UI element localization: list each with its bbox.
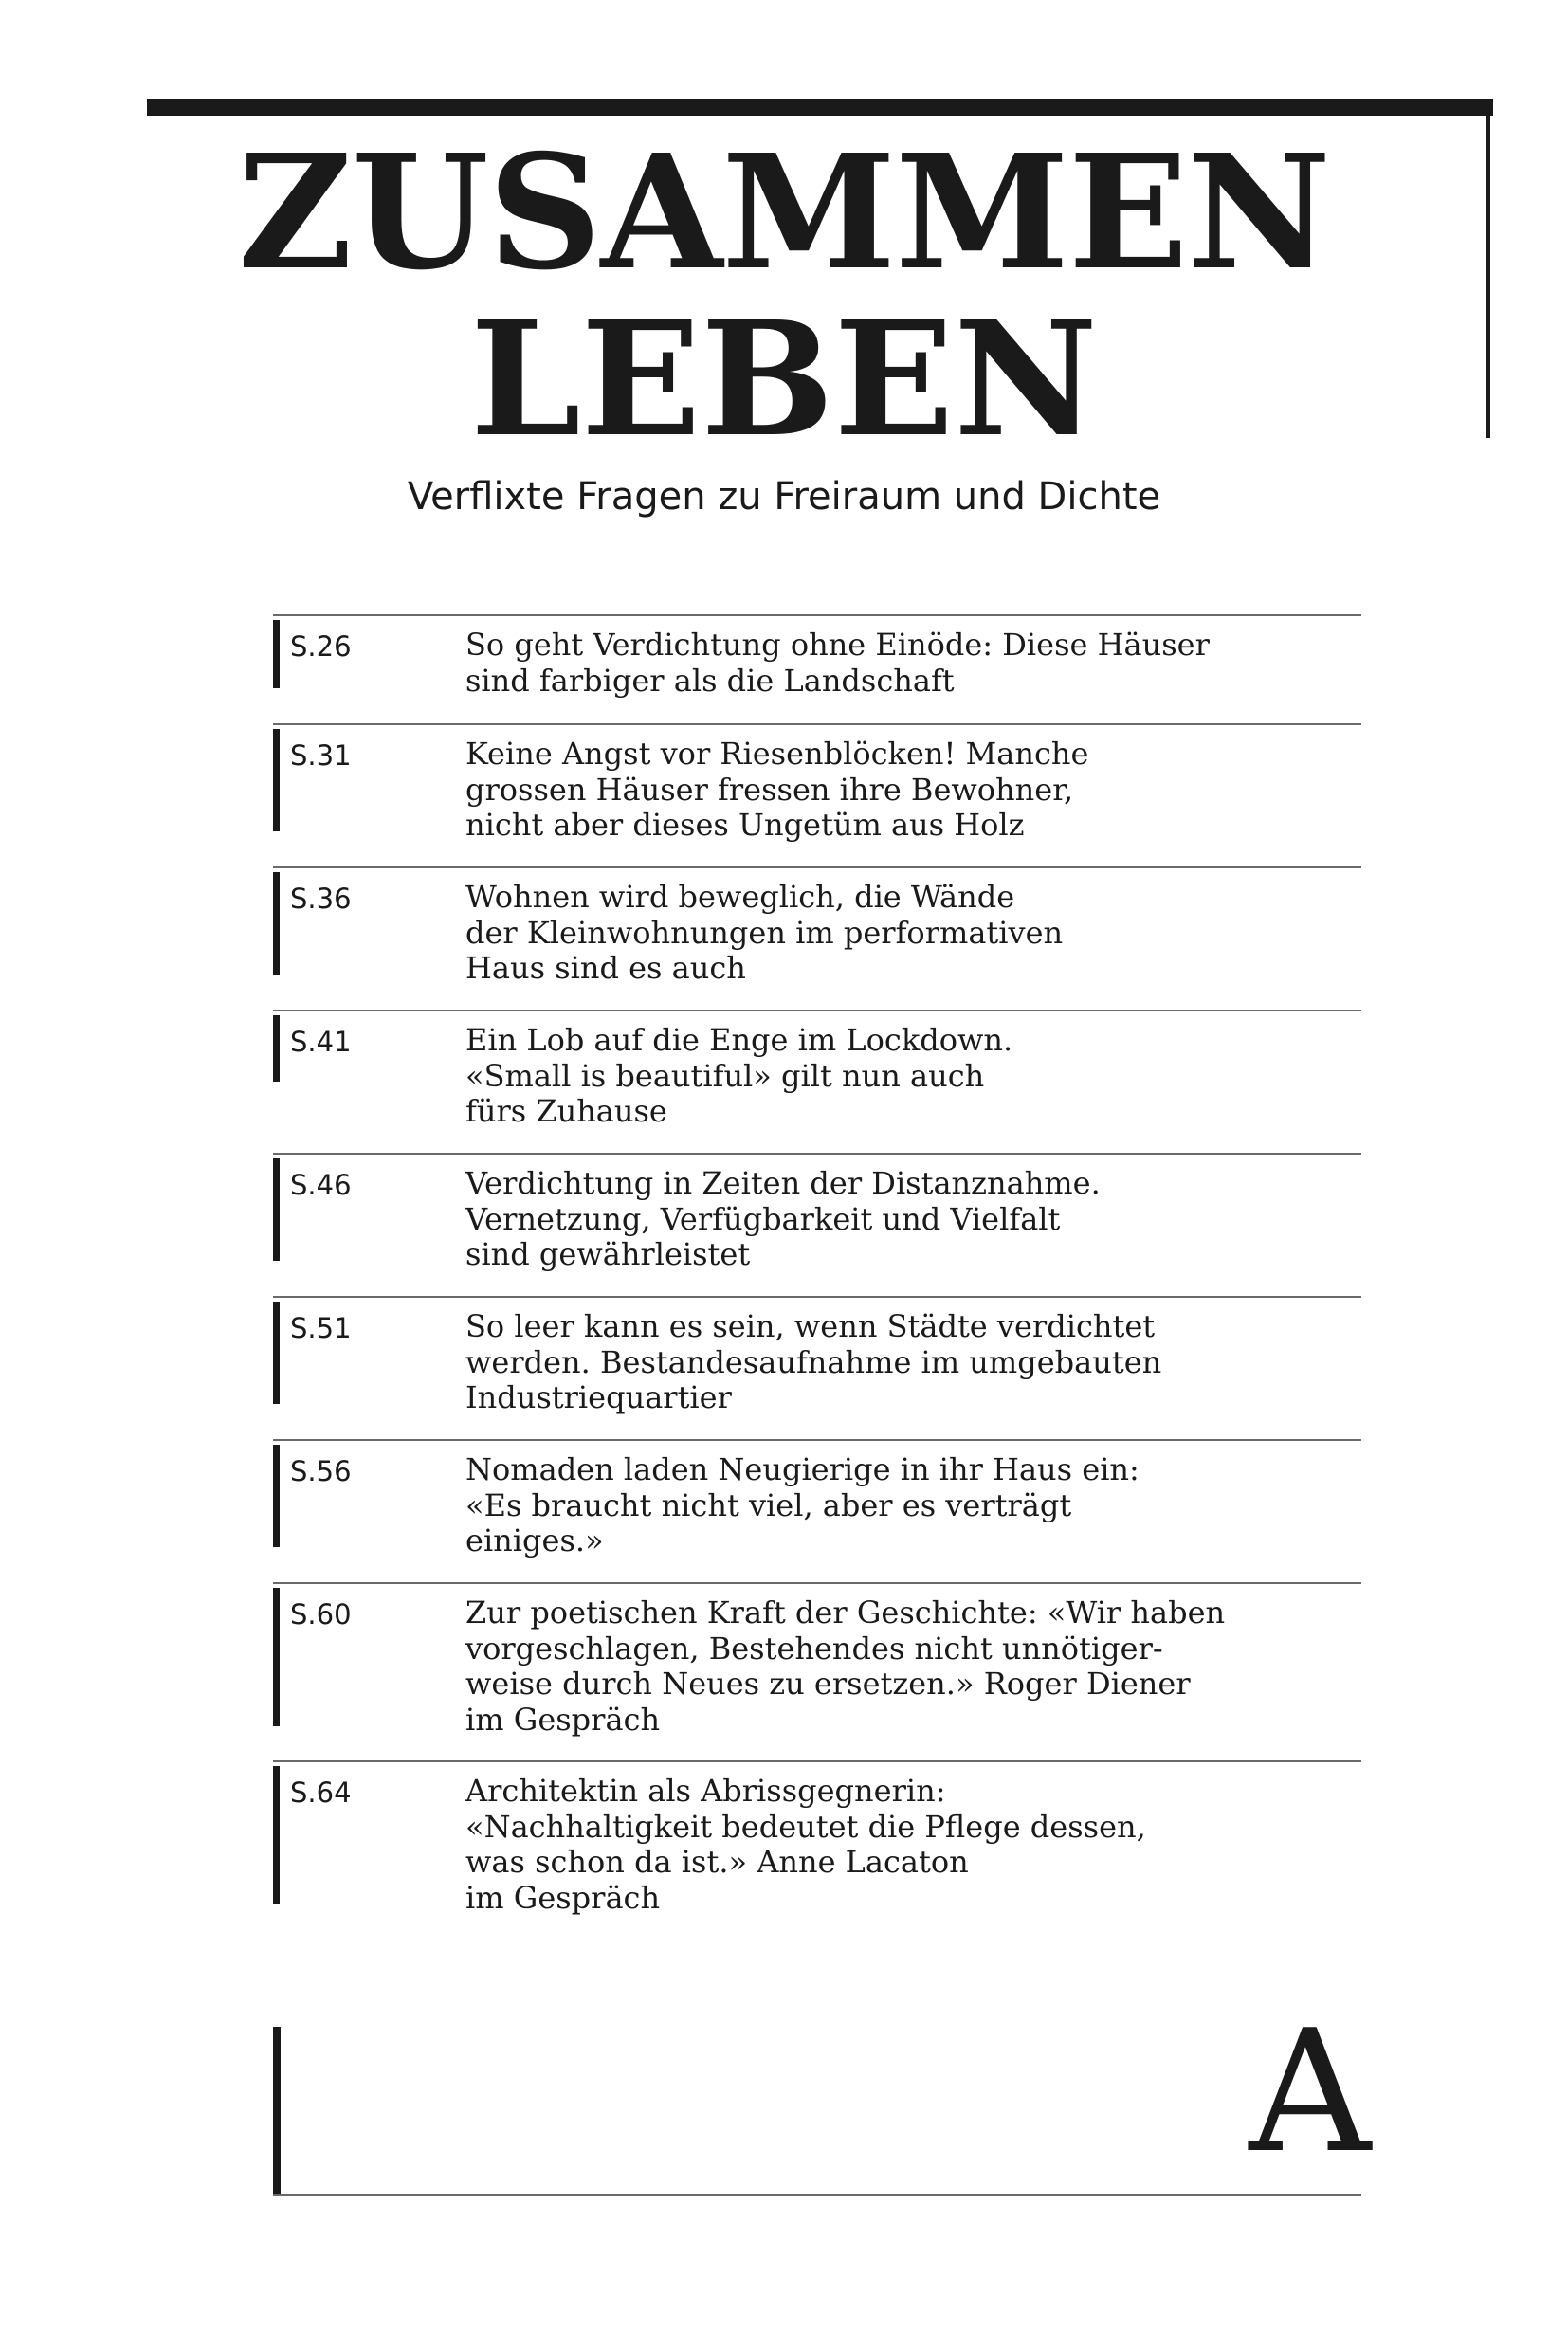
toc-entry[interactable]	[273, 1760, 1361, 1920]
toc-page-number: S.41	[290, 1026, 352, 1058]
toc-title: Verdichtung in Zeiten der Distanznahme. Vernetzung, Verfügbarkeit und Vielfalt sind gewährleistet	[465, 1165, 1101, 1272]
toc-page-number: S.56	[290, 1455, 352, 1487]
toc-title: Nomaden laden Neugierige in ihr Haus ein: «Es braucht nicht viel, aber es verträgt einiges.»	[465, 1451, 1140, 1558]
toc-page-number: S.46	[290, 1169, 352, 1201]
toc-page-number: S.31	[290, 739, 352, 772]
toc-page-number: S.26	[290, 630, 352, 663]
toc-page-number: S.36	[290, 883, 352, 915]
toc-page-number: S.60	[290, 1598, 352, 1631]
toc-entry-bar	[273, 872, 280, 975]
toc-title: So geht Verdichtung ohne Einöde: Diese Häuser sind farbiger als die Landschaft	[465, 627, 1210, 699]
toc-entry-bar	[273, 1302, 280, 1404]
toc-entry[interactable]	[273, 1296, 1361, 1439]
toc-title: Architektin als Abrissgegnerin: «Nachhaltigkeit bedeutet die Pflege dessen, was schon da ist.» Anne Lacaton im Gespräch	[465, 1773, 1146, 1916]
title-line-1: ZUSAMMEN	[237, 120, 1331, 305]
footer-left-bar	[273, 2027, 281, 2196]
toc-entry[interactable]	[273, 614, 1361, 723]
title-line-2: LEBEN	[470, 287, 1098, 472]
toc-entry-bar	[273, 620, 280, 688]
toc-entry[interactable]	[273, 723, 1361, 866]
toc-entry[interactable]	[273, 1439, 1361, 1582]
toc-entry-bar	[273, 1766, 280, 1904]
toc-title: Ein Lob auf die Enge im Lockdown. «Small is beautiful» gilt nun auch fürs Zuhause	[465, 1022, 1013, 1129]
table-of-contents	[273, 614, 1361, 1920]
toc-entry[interactable]	[273, 866, 1361, 1010]
toc-entry-bar	[273, 1445, 280, 1547]
toc-entry-bar	[273, 1588, 280, 1726]
toc-title: So leer kann es sein, wenn Städte verdichtet werden. Bestandesaufnahme im umgebauten Industriequartier	[465, 1308, 1162, 1415]
toc-page-number: S.51	[290, 1312, 352, 1344]
top-rule	[147, 99, 1493, 116]
subtitle: Verflixte Fragen zu Freiraum und Dichte	[407, 475, 1161, 519]
toc-entry-bar	[273, 1158, 280, 1261]
toc-entry[interactable]	[273, 1582, 1361, 1760]
toc-entry-bar	[273, 729, 280, 831]
toc-entry[interactable]	[273, 1153, 1361, 1296]
publisher-logo: A	[1249, 1994, 1371, 2190]
toc-entry-bar	[273, 1015, 280, 1082]
toc-entry[interactable]	[273, 1010, 1361, 1153]
toc-title: Zur poetischen Kraft der Geschichte: «Wir haben vorgeschlagen, Bestehendes nicht unnötiger- weise durch Neues zu ersetzen.» Roger Diener im Gespräch	[465, 1595, 1226, 1738]
toc-title: Wohnen wird beweglich, die Wände der Kleinwohnungen im performativen Haus sind es auch	[465, 879, 1064, 986]
footer-rule	[273, 2194, 1361, 2196]
toc-title: Keine Angst vor Riesenblöcken! Manche grossen Häuser fressen ihre Bewohner, nicht aber dieses Ungetüm aus Holz	[465, 736, 1089, 843]
toc-page-number: S.64	[290, 1777, 352, 1809]
